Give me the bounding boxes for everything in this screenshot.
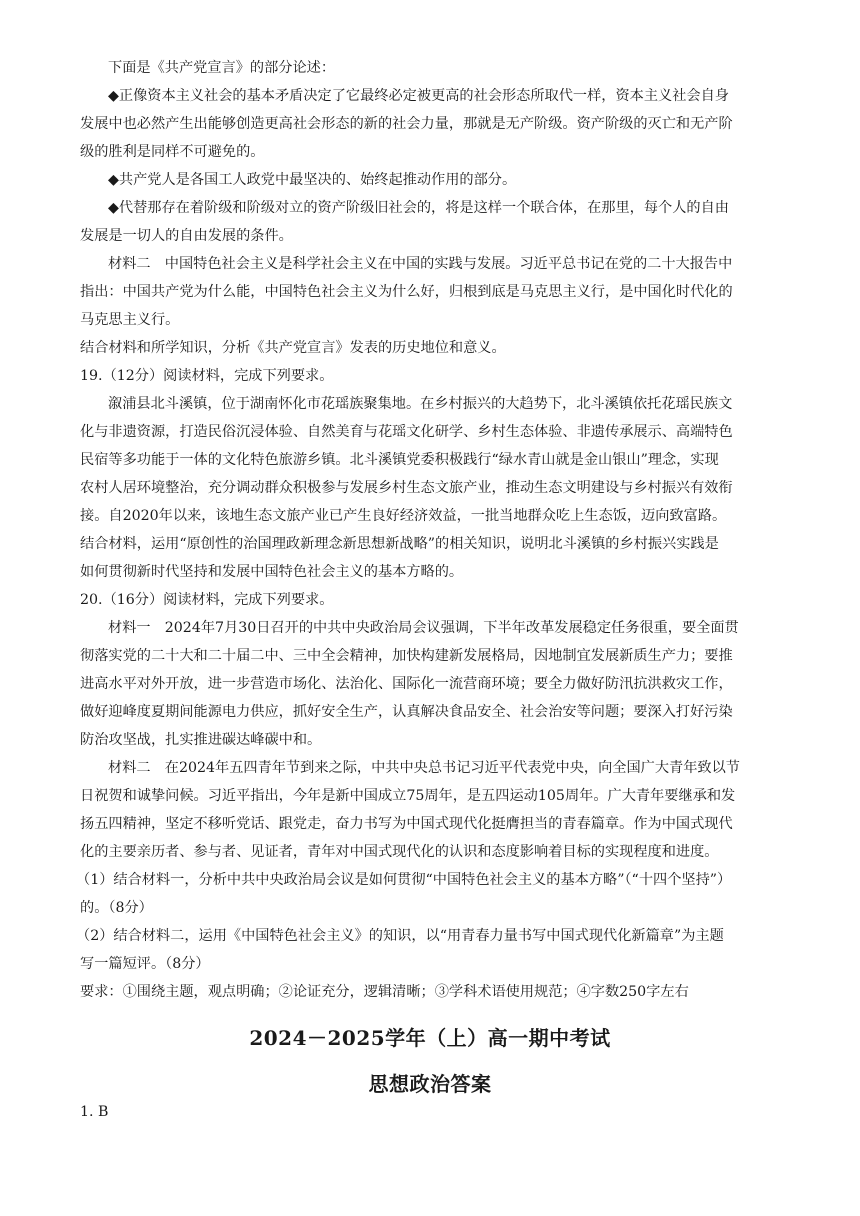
text-line-content: 马克思主义行。 — [80, 312, 180, 328]
text-line — [80, 282, 733, 302]
text-line — [80, 226, 293, 246]
text-line — [80, 646, 733, 666]
text-line — [80, 506, 726, 526]
text-line — [80, 730, 321, 750]
text-line-content: 20.（16分）阅读材料，完成下列要求。 — [80, 592, 334, 608]
text-line-content: 1. B — [80, 1104, 109, 1120]
answer-title: 思想政治答案 — [368, 1072, 492, 1096]
text-line — [108, 394, 732, 414]
text-line — [80, 310, 179, 330]
text-line-content: 结合材料和所学知识，分析《共产党宣言》发表的历史地位和意义。 — [80, 340, 506, 356]
text-line — [108, 758, 740, 778]
text-line-content: 农村人居环境整治，充分调动群众积极参与发展乡村生态文旅产业，推动生态文明建设与乡村振兴有效衔 — [80, 480, 733, 496]
text-line — [108, 618, 739, 638]
text-line-content: 进高水平对外开放，进一步营造市场化、法治化、国际化一流营商环境；要全力做好防汛抗洪救灾工作， — [80, 676, 733, 692]
text-line — [80, 702, 733, 722]
exam-title: 2024－2025学年（上）高一期中考试 — [249, 1026, 611, 1050]
text-line-content: 要求：①围绕主题，观点明确；②论证充分，逻辑清晰；③学科术语使用规范；④字数250字左右 — [80, 984, 689, 1000]
text-line-content: 化的主要亲历者、参与者、见证者，青年对中国式现代化的认识和态度影响着目标的实现程度和进度。 — [80, 844, 719, 860]
text-line — [80, 1102, 108, 1122]
text-line-content: 发展是一切人的自由发展的条件。 — [80, 228, 293, 244]
text-line-content: 发展中也必然产生出能够创造更高社会形态的新的社会力量，那就是无产阶级。资产阶级的灭亡和无产阶 — [80, 116, 733, 132]
text-line — [108, 86, 729, 106]
text-line-content: 如何贯彻新时代坚持和发展中国特色社会主义的基本方略的。 — [80, 564, 464, 580]
text-line-content: 民宿等多功能于一体的文化特色旅游乡镇。北斗溪镇党委积极践行“绿水青山就是金山银山”理念，实现 — [80, 452, 719, 468]
text-line-content: ◆代替那存在着阶级和阶级对立的资产阶级旧社会的，将是这样一个联合体，在那里，每个人的自由 — [108, 200, 729, 216]
text-line-content: 结合材料，运用“原创性的治国理政新理念新思想新战略”的相关知识，说明北斗溪镇的乡村振兴实践是 — [80, 536, 719, 552]
text-line-content: 彻落实党的二十大和二十届二中、三中全会精神，加快构建新发展格局，因地制宜发展新质生产力；要推 — [80, 648, 733, 664]
text-line-content: 材料二 在2024年五四青年节到来之际，中共中央总书记习近平代表党中央，向全国广大青年致以节 — [108, 760, 740, 776]
text-line — [108, 58, 335, 78]
text-line — [80, 338, 506, 358]
text-line-content: ◆共产党人是各国工人政党中最坚决的、始终起推动作用的部分。 — [108, 172, 517, 188]
text-line — [108, 254, 732, 274]
text-line — [108, 198, 729, 218]
text-line — [80, 422, 733, 442]
text-line — [80, 814, 733, 834]
text-line-content: 防治攻坚战，扎实推进碳达峰碳中和。 — [80, 732, 322, 748]
text-line-content: 写一篇短评。（8分） — [80, 956, 210, 972]
text-line — [80, 366, 333, 386]
text-line — [80, 786, 735, 806]
text-line — [76, 870, 731, 890]
text-line-content: 下面是《共产党宣言》的部分论述： — [108, 60, 336, 76]
text-line — [80, 142, 264, 162]
text-line — [80, 534, 719, 554]
text-line-content: 材料一 2024年7月30日召开的中共中央政治局会议强调，下半年改革发展稳定任务很重，要全面贯 — [108, 620, 739, 636]
text-line — [80, 954, 210, 974]
text-line — [76, 926, 724, 946]
text-line-content: 指出：中国共产党为什么能，中国特色社会主义为什么好，归根到底是马克思主义行，是中国化时代化的 — [80, 284, 733, 300]
text-line-content: 接。自2020年以来，该地生态文旅产业已产生良好经济效益，一批当地群众吃上生态饭，迈向致富路。 — [80, 508, 727, 524]
text-line-content: 溆浦县北斗溪镇，位于湖南怀化市花瑶族聚集地。在乡村振兴的大趋势下，北斗溪镇依托花瑶民族文 — [108, 396, 733, 412]
text-line — [80, 114, 733, 134]
text-line — [80, 450, 719, 470]
text-line-content: 的。（8分） — [80, 900, 153, 916]
text-line — [80, 842, 718, 862]
text-line-content: 级的胜利是同样不可避免的。 — [80, 144, 265, 160]
text-line-content: （2）结合材料二，运用《中国特色社会主义》的知识，以“用青春力量书写中国式现代化新篇章”为主题 — [76, 928, 724, 944]
text-line — [80, 898, 153, 918]
text-line-content: 扬五四精神，坚定不移听党话、跟党走，奋力书写为中国式现代化挺膺担当的青春篇章。作为中国式现代 — [80, 816, 733, 832]
text-line-content: 化与非遗资源，打造民俗沉浸体验、自然美育与花瑶文化研学、乡村生态体验、非遗传承展示、高端特色 — [80, 424, 733, 440]
text-line — [80, 590, 333, 610]
text-line-content: 日祝贺和诚挚问候。习近平指出，今年是新中国成立75周年，是五四运动105周年。广大青年要继承和发 — [80, 788, 736, 804]
text-line — [80, 478, 733, 498]
text-line — [80, 982, 689, 1002]
text-line-content: 做好迎峰度夏期间能源电力供应，抓好安全生产，认真解决食品安全、社会治安等问题；要深入打好污染 — [80, 704, 733, 720]
text-line — [80, 674, 733, 694]
text-line-content: （1）结合材料一，分析中共中央政治局会议是如何贯彻“中国特色社会主义的基本方略”（“十四个坚持”） — [76, 872, 732, 888]
text-line — [80, 562, 463, 582]
text-line-content: 19.（12分）阅读材料，完成下列要求。 — [80, 368, 334, 384]
text-line — [108, 170, 516, 190]
text-line-content: 材料二 中国特色社会主义是科学社会主义在中国的实践与发展。习近平总书记在党的二十大报告中 — [108, 256, 733, 272]
text-line-content: ◆正像资本主义社会的基本矛盾决定了它最终必定被更高的社会形态所取代一样，资本主义社会自身 — [108, 88, 729, 104]
